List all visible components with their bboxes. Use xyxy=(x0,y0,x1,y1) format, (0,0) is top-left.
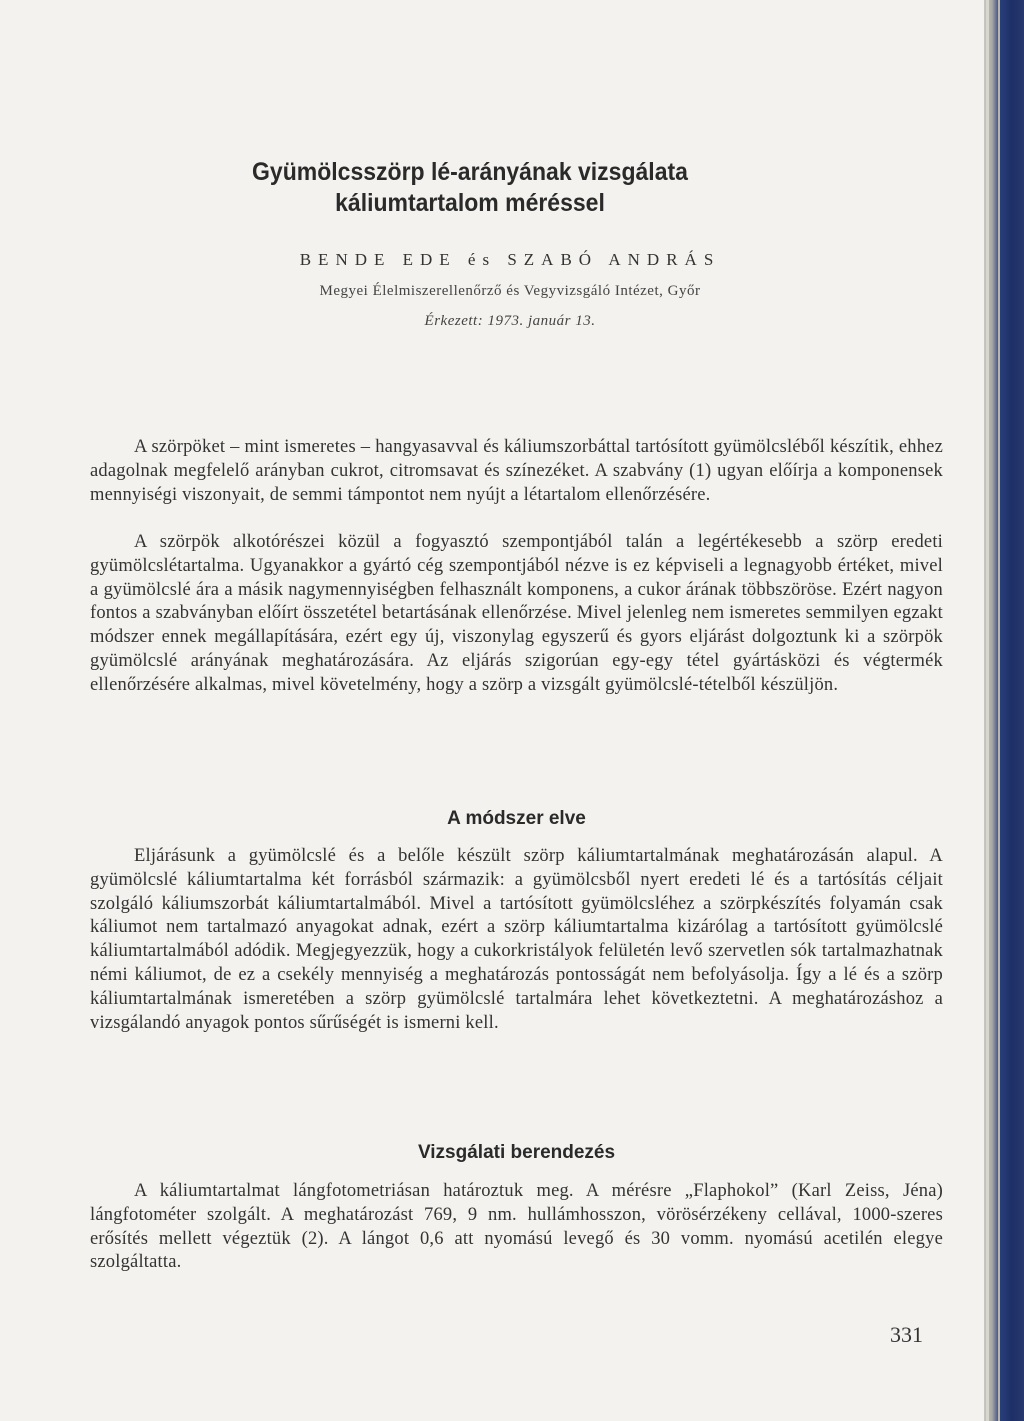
article-title-line-1: Gyümölcsszörp lé-arányának vizsgálata xyxy=(252,158,688,186)
intro-paragraph-1: A szörpöket – mint ismeretes – hangyasavval és káliumszorbáttal tartósított gyümölcsléből készítik, ehhez adagolnak megfelelő arányban cukrot, citromsavat és színezéket. A szabvány (1) ugyan előírja a komponensek mennyiségi viszonyait, de semmi támpontot nem nyújt a létartalom ellenőrzésére. xyxy=(90,437,943,505)
received-date: Érkezett: 1973. január 13. xyxy=(424,313,596,329)
binding-stripe xyxy=(986,0,989,1421)
affiliation: Megyei Élelmiszerellenőrző és Vegyvizsgáló Intézet, Győr xyxy=(319,283,701,299)
principle-paragraph: Eljárásunk a gyümölcslé és a belőle készült szörp káliumtartalmának meghatározásán alapul. A gyümölcslé káliumtartalma két forrásból származik: a gyümölcsből nyert eredeti lé és a tartósítás céljait szolgáló káliumszorbát káliumtartalmából. Mivel a tartósított gyümölcsléhez a szörpkészítés folyamán csak káliumot nem tartalmazó anyagokat adnak, ezért a szörp káliumtartalma kizárólag a tartósított gyümölcslé káliumtartalmából adódik. Megjegyezzük, hogy a cukorkristályok felületén levő szervetlen sók tartalmazhatnak némi káliumot, de ez a csekély mennyiség a meghatározás pontosságát nem befolyásolja. Így a lé és a szörp káliumtartalmának ismeretében a szörp gyümölcslé tartalmára lehet következtetni. A meghatározáshoz a vizsgálandó anyagok pontos sűrűségét is ismerni kell. xyxy=(90,846,943,1033)
authors: BENDE EDE és SZABÓ ANDRÁS xyxy=(299,250,721,269)
equipment-paragraph: A káliumtartalmat lángfotometriásan határoztuk meg. A mérésre „Flaphokol” (Karl Zeiss, Jéna) lángfotométer szolgált. A meghatározást 769, 9 nm. hullámhosszon, vörösérzékeny cellával, 1000-szeres erősítés mellett végeztük (2). A lángot 0,6 att nyomású levegő és 30 vomm. nyomású acetilén elegye szolgáltatta. xyxy=(90,1181,943,1273)
section-heading-equipment: Vizsgálati berendezés xyxy=(417,1142,616,1163)
page-number: 331 xyxy=(890,1322,923,1347)
book-binding-edge xyxy=(984,0,1024,1421)
section-heading-principle: A módszer elve xyxy=(447,808,586,829)
article-title-line-2: káliumtartalom méréssel xyxy=(335,189,605,217)
binding-stripe xyxy=(998,0,1000,1421)
intro-paragraph-2: A szörpök alkotórészei közül a fogyasztó szempontjából talán a legértékesebb a szörp eredeti gyümölcslétartalma. Ugyanakkor a gyártó cég szempontjából nézve is ez képviseli a legnagyobb értéket, mivel a gyümölcslé ára a másik nagymennyiségben felhasznált komponens, a cukor árának többszöröse. Ezért nagyon fontos a szabványban előírt összetétel betartásának ellenőrzése. Mivel jelenleg nem ismeretes semmilyen egzakt módszer ennek megállapítására, ezért egy új, viszonylag egyszerű és gyors eljárást dolgoztunk ki a szörpök gyümölcslé arányának meghatározására. Az eljárás szigorúan egy-egy tétel gyártásközi és végtermék ellenőrzésére alkalmas, mivel követelmény, hogy a szörp a vizsgált gyümölcslé-tételből készüljön. xyxy=(90,532,943,695)
